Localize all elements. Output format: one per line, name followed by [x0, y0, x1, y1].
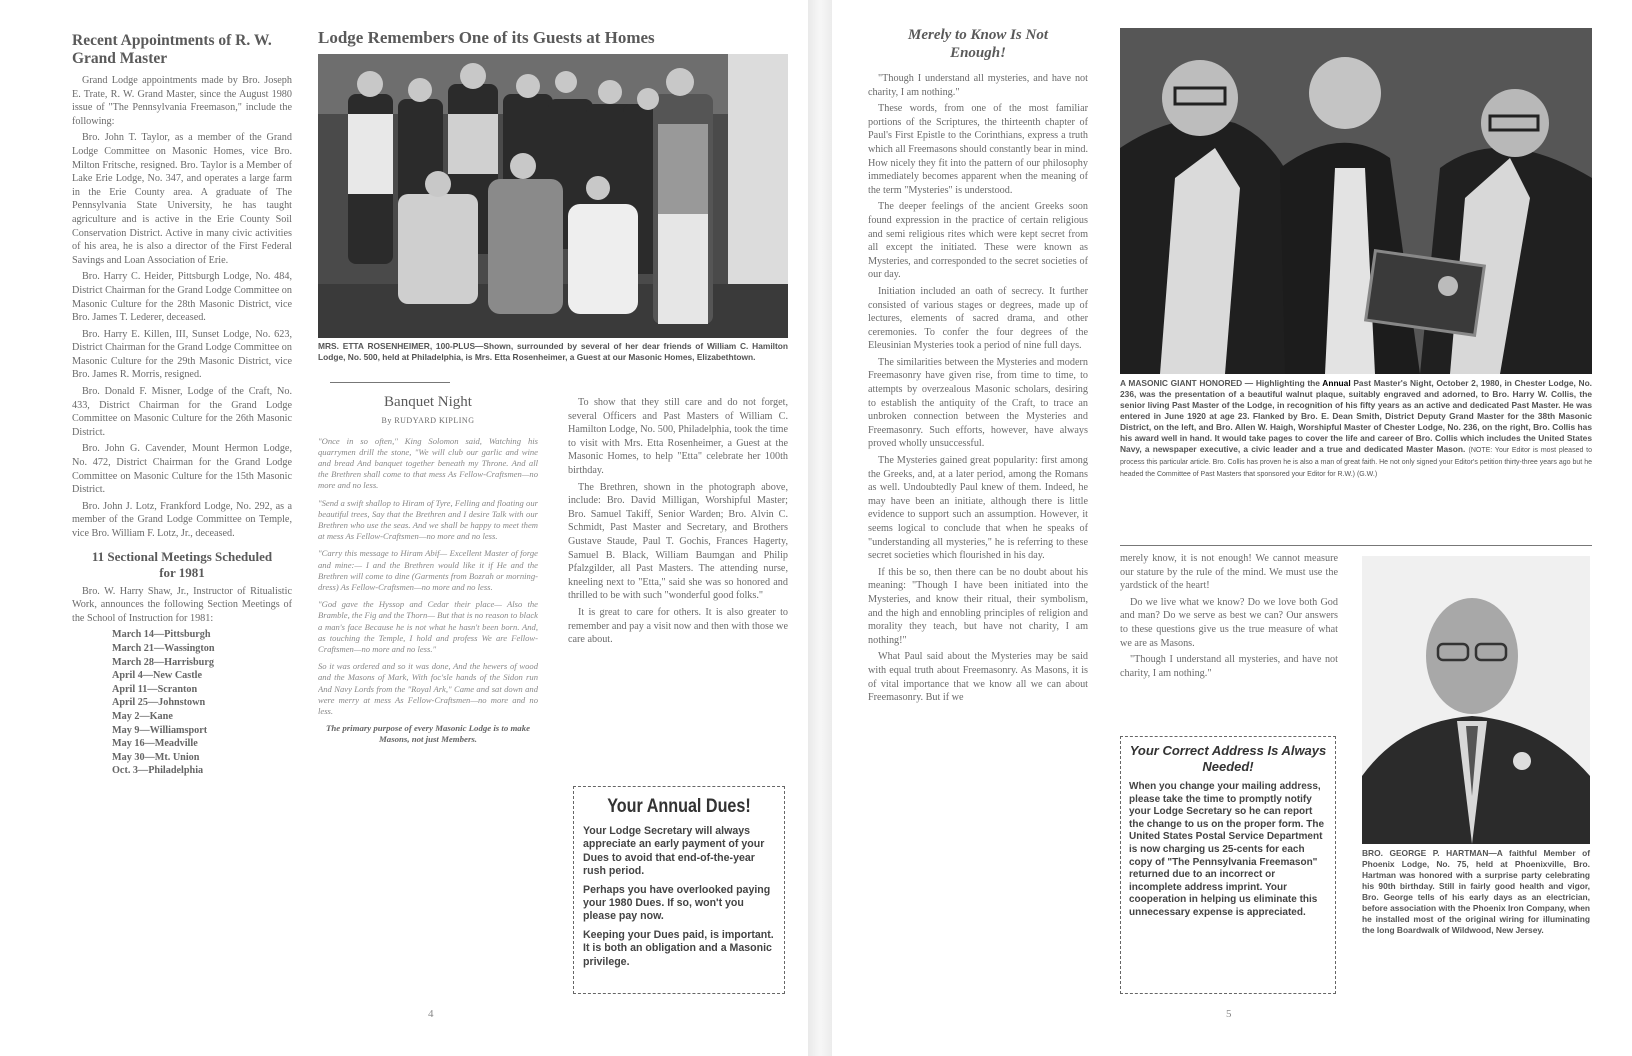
poem-stanza: "Once in so often," King Solomon said, Watching his quarrymen drill the stone, "We will club our garlic and wine and bread And banquet together beneath my Throne. And all the Brethren shall come to that mess As Fellow-Craftsmen—no more and no less. — [318, 435, 538, 491]
appointments-paragraph: Bro. Donald F. Misner, Lodge of the Craft, No. 433, District Chairman for the Grand Lodge Committee on Masonic Culture for the 26th Masonic District. — [72, 386, 292, 438]
schedule-item: April 11—Scranton — [112, 683, 198, 695]
schedule-item: April 4—New Castle — [112, 670, 202, 682]
merely-continued-paragraph: "Though I understand all mysteries, and have not charity, I am nothing." — [1120, 654, 1338, 679]
address-box-text: When you change your mailing address, please take the time to promptly notify your Lodge Secretary so he can report the change to us on the proper form. The United States Postal Service Department is now charging us 25-cents for each copy of "The Pennsylvania Freemason" returned due to an incorrect or incomplete address imprint. Your cooperation in helping us eliminate this unnecessary expense is appreciated. — [1129, 781, 1325, 918]
poem-stanza: "Send a swift shallop to Hiram of Tyre, Felling and floating our beautiful trees, Say that the Brethren and I desire Talk with our Brethren who use the seas. And we shall be happy to meet them at mess As Fellow-Craftsmen—no more and no less. — [318, 497, 538, 542]
lodge-title: Lodge Remembers One of its Guests at Homes — [318, 28, 655, 47]
giant-caption-lead: A MASONIC GIANT HONORED — Highlighting the — [1120, 378, 1320, 388]
appointments-title: Recent Appointments of R. W. Grand Master — [72, 32, 272, 67]
banquet-title: Banquet Night — [384, 394, 472, 410]
hartman-caption: BRO. GEORGE P. HARTMAN—A faithful Member of Phoenix Lodge, No. 75, held at Phoenixville, Bro. Hartman was honored with a surprise party celebrating his 90th birthday. Still in fairly good health and vigor, Bro. George tells of his early days as an electrician, before association with the Phoenix Iron Company, when he installed most of the original wiring for illuminating the long Boardwalk of Wildwood, New Jersey. — [1362, 848, 1590, 935]
merely-paragraph: The similarities between the Mysteries and modern Freemasonry have given rise, from time to time, to attempts by overzealous Masonic scholars, desiring to establish the antiquity of the Craft, to trace an unbroken connection between the Mysteries and Freemasonry. Such efforts, however, have always proved wholly unsuccessful. — [868, 356, 1088, 450]
banquet-poem — [318, 436, 538, 718]
page-number-right: 5 — [1226, 1008, 1232, 1020]
lodge-text-column — [568, 396, 788, 776]
dues-box-paragraph: Keeping your Dues paid, is important. It is both an obligation and a Masonic privilege. — [583, 928, 774, 968]
hartman-portrait-photo — [1362, 556, 1590, 844]
schedule-item: May 16—Meadville — [112, 738, 198, 750]
address-box-title: Your Correct Address Is Always Needed! — [1129, 743, 1327, 774]
sectional-title: 11 Sectional Meetings Scheduled for 1981 — [91, 548, 273, 580]
schedule-item: March 21—Wassington — [112, 642, 215, 654]
schedule-item: Oct. 3—Philadelphia — [112, 765, 204, 777]
banquet-footer: The primary purpose of every Masonic Lodge is to make Masons, not just Members. — [325, 723, 531, 745]
merely-continued-paragraph: Do we live what we know? Do we love both God and man? Do we serve as best we can? Our answers to these questions give us the true measure of what we are as Masons. — [1120, 596, 1338, 649]
giant-caption-rule — [1120, 545, 1592, 546]
page-number-left: 4 — [428, 1008, 434, 1020]
appointments-paragraph: Bro. John T. Taylor, as a member of the Grand Lodge Committee on Masonic Homes, vice Bro. Milton Fritsche, resigned. Bro. Taylor is a Member of Lake Erie Lodge, No. 347, and operates a large farm in the Erie County area. A graduate of The Pennsylvania State University, he has taught agriculture and is active in the Erie County Soil Conservation District. Active in many civic activities of his area, he is also a director of the First Federal Savings and Loan Association of Erie. — [72, 132, 292, 266]
banquet-byline: By RUDYARD KIPLING — [381, 416, 475, 425]
annual-dues-box — [573, 786, 785, 994]
merely-paragraph: The deeper feelings of the ancient Greeks soon found expression in the practice of certain religious and semi religious rites which were kept secret from all except the initiated. These were known as Mysteries, and corresponded to the secret societies of our day. — [868, 201, 1088, 281]
dues-box-paragraph: Perhaps you have overlooked paying your 1980 Dues. If so, won't you please pay now. — [583, 883, 771, 923]
poem-stanza: So it was ordered and so it was done, And the hewers of wood and the Masons of Mark, With foc'sle hands of the Sidon run And Navy Lords from the "Royal Ark," Came and sat down and were merry at mess As Fellow-Craftsmen—no more and no less. — [318, 661, 538, 717]
appointments-paragraph: Bro. John G. Cavender, Mount Hermon Lodge, No. 472, District Chairman for the Grand Lodge Committee on Masonic Culture for the 15th Masonic District. — [72, 443, 292, 496]
lodge-caption-rule — [330, 382, 450, 383]
schedule-item: March 28—Harrisburg — [112, 656, 214, 668]
sectional-intro: Bro. W. Harry Shaw, Jr., Instructor of Ritualistic Work, announces the following Section Meetings of the School of Instruction for 1981: — [72, 585, 292, 624]
schedule-item: May 9—Williamsport — [112, 724, 208, 736]
schedule-item: May 2—Kane — [112, 710, 173, 722]
lodge-paragraph: To show that they still care and do not forget, several Officers and Past Masters of William C. Hamilton Lodge, No. 500, Philadelphia, took the time to visit with Mrs. Etta Rosenheimer, a Guest at the Masonic Homes, to help "Etta" celebrate her 100th birthday. — [568, 397, 788, 476]
giant-caption-text: Past Master's Night, October 2, 1980, in Chester Lodge, No. 236, was the presentation of a beautiful walnut plaque, suitably engraved and adorned, to Bro. Harry W. Collis, the senior living Past Master of the Lodge, in recognition of his fifty years as an active and dedicated Past Master. He was entered in June 1920 at age 23. Flanked by Bro. E. Dean Smith, District Deputy Grand Master for the 38th Masonic District, on the left, and Bro. Allen W. Haigh, Worshipful Master of Chester Lodge, No. 236, on the right, Bro. Collis has his award well in hand. It would take pages to cover the life and career of Bro. Collis which includes the United States Navy, a newspaper executive, a civic leader and a true and dedicated Master Mason. — [1120, 378, 1593, 454]
lodge-paragraph: The Brethren, shown in the photograph above, include: Bro. David Milligan, Worshipful Master; Bro. Samuel Takiff, Senior Warden; Bro. Alvin C. Schmidt, Past Master and Secretary, and Brothers Gustave Staude, Paul T. Gochis, Frances Hagerty, Samuel B. Black, William Baumgan and Philip Pfalzgilder, all Past Masters. The attending nurse, kneeling next to "Etta," said she was so honored and thrilled to be with such "wonderful good folks." — [568, 481, 788, 602]
correct-address-box — [1120, 736, 1336, 994]
appointments-paragraph: Bro. John J. Lotz, Frankford Lodge, No. 292, as a member of the Grand Lodge Committee on Temple, vice Bro. William F. Lotz, Jr., deceased. — [72, 500, 292, 539]
appointments-paragraph: Grand Lodge appointments made by Bro. Joseph E. Trate, R. W. Grand Master, since the August 1980 issue of "The Pennsylvania Freemason," include the following: — [72, 75, 292, 127]
dues-box-paragraph: Your Lodge Secretary will always appreciate an early payment of your Dues to avoid that end-of-the-year rush period. — [583, 825, 765, 878]
appointments-column — [72, 32, 292, 997]
masonic-giant-photo — [1120, 28, 1592, 374]
giant-photo-caption — [1120, 378, 1592, 480]
lodge-photo-caption: MRS. ETTA ROSENHEIMER, 100-PLUS—Shown, surrounded by several of her dear friends of William C. Hamilton Lodge, No. 500, held at Philadelphia, is Mrs. Etta Rosenheimer, a Guest at our Masonic Homes, Elizabethtown. — [318, 341, 788, 362]
appointments-paragraph: Bro. Harry C. Heider, Pittsburgh Lodge, No. 484, District Chairman for the Grand Lodge Committee on Masonic Culture for the 28th Masonic District, vice Bro. James T. Lederer, deceased. — [72, 271, 292, 324]
giant-caption-note: (NOTE: Your Editor is most pleased to process this particular article. Bro. Collis has proven he is also a man of great faith. He not only signed your Editor's petition thirty-three years ago but he headed the Committee of Past Masters that sponsored your Editor for R.W.) (G.W.) — [1120, 447, 1593, 478]
merely-column — [868, 26, 1088, 1004]
merely-paragraph: The Mysteries gained great popularity: first among the Greeks, and, at a later period, among the Romans as well. Undoubtedly Paul knew of them. Indeed, he may have been an initiate, although there is little evidence to support such an assumption. However, it seems logical to conclude that when he speaks of "understanding all mysteries," he is referring to these secret societies which flourished in his day. — [868, 455, 1088, 562]
appointments-paragraph: Bro. Harry E. Killen, III, Sunset Lodge, No. 623, District Chairman for the Grand Lodge Committee on Masonic Culture for the 29th Masonic District, vice Bro. James R. Morris, resigned. — [72, 328, 292, 381]
merely-paragraph: Initiation included an oath of secrecy. It further consisted of various stages or degrees, made up of lectures, elements of sacred drama, and other ceremonies. To confer the four degrees of the Eleusinian Mysteries took a period of nine full days. — [868, 285, 1088, 352]
lodge-paragraph: It is great to care for others. It is also greater to remember and pay a visit now and then with those we care about. — [568, 606, 788, 646]
center-gutter — [808, 0, 832, 1056]
sectional-schedule — [72, 628, 292, 778]
merely-title: Merely to Know Is Not Enough! — [907, 27, 1048, 61]
hartman-portrait-illustration — [1362, 556, 1590, 844]
lodge-group-photo — [318, 54, 788, 338]
giant-caption-highlight: Annual — [1322, 378, 1351, 388]
merely-paragraph: "Though I understand all mysteries, and have not charity, I am nothing." — [868, 73, 1088, 98]
lodge-photo-illustration — [318, 54, 788, 338]
schedule-item: May 30—Mt. Union — [112, 751, 200, 763]
poem-stanza: "God gave the Hyssop and Cedar their place— Also the Bramble, the Fig and the Thorn— But that is no reason to black a man's face Because he is not what he hasn't been born. And, as touching the Temple, I hold and profess We are Fellow-Craftsmen—no more and no less." — [318, 599, 538, 655]
merely-paragraph: If this be so, then there can be no doubt about his meaning: "Though I have been initiated into the Mysteries, and know their ritual, their symbolism, and the high and ennobling principles of religion and morality they teach, but have not charity, I am nothing!" — [868, 566, 1088, 646]
merely-continued-paragraph: merely know, it is not enough! We cannot measure our stature by the rule of the mind. We must use the yardstick of the heart! — [1120, 553, 1338, 592]
merely-paragraph: What Paul said about the Mysteries may be said with equal truth about Freemasonry. As Masons, it is of vital importance that we know all we can about Freemasonry. But if we — [868, 651, 1088, 704]
banquet-column — [318, 392, 538, 997]
giant-photo-illustration — [1120, 28, 1592, 374]
appointments-body — [72, 74, 292, 541]
merely-continued-column — [1120, 552, 1338, 732]
schedule-item: April 25—Johnstown — [112, 697, 206, 709]
dues-box-title: Your Annual Dues! — [607, 796, 751, 817]
schedule-item: March 14—Pittsburgh — [112, 629, 211, 641]
poem-stanza: "Carry this message to Hiram Abif— Excellent Master of forge and mine:— I and the Brethren would like it if He and the Brethren will come to dine (Garments from Bozrah or morning-dress) As Fellow-Craftsmen—no more and no less. — [318, 548, 538, 593]
merely-paragraph: These words, from one of the most familiar portions of the Scriptures, the thirteenth chapter of Paul's First Epistle to the Corinthians, express a truth which all Freemasons should constantly bear in mind. How nicely they fit into the pattern of our philosophy immediately becomes apparent when the meaning of the term "Mysteries" is understood. — [868, 103, 1088, 196]
